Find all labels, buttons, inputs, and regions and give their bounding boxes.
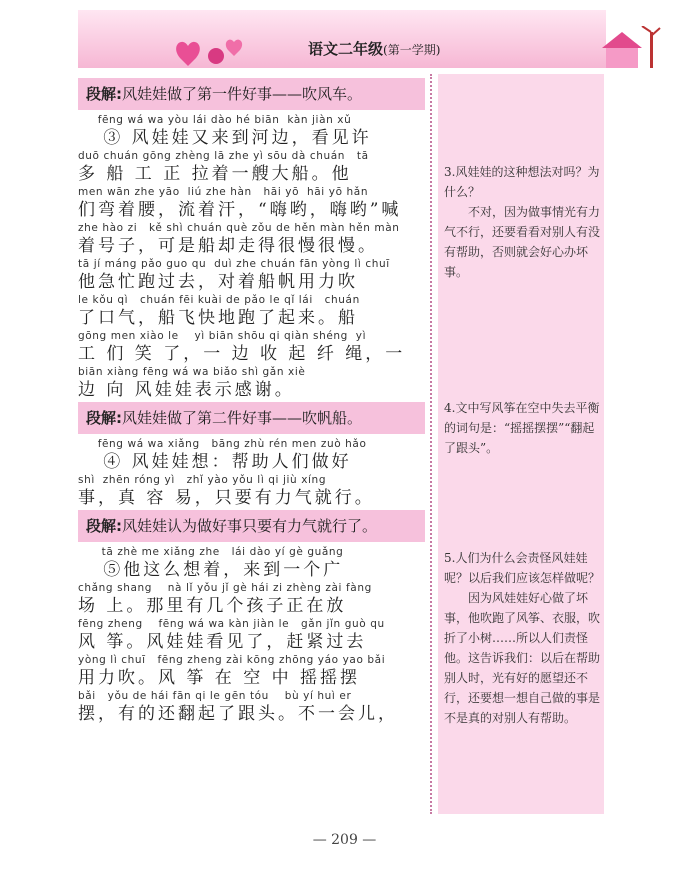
analysis-label: 段解: [86, 85, 122, 103]
hanzi-line: 场 上。那里有几个孩子正在放 [78, 596, 347, 616]
pinyin-line: shì zhēn róng yì zhǐ yào yǒu lì qi jiù xíng [78, 474, 327, 486]
hanzi-line: 了口气，船飞快地跑了起来。船 [78, 308, 358, 328]
hanzi-line: 他急忙跑过去，对着船帆用力吹 [78, 272, 358, 292]
analysis-text: 风娃娃认为做好事只要有力气就行了。 [122, 517, 378, 535]
pinyin-line: le kǒu qì chuán fēi kuài de pǎo le qǐ lái chuán [78, 294, 360, 306]
analysis-label: 段解: [86, 517, 122, 535]
page-header [78, 10, 606, 68]
pinyin-line: gōng men xiào le yì biān shōu qi qiàn shéng yì [78, 330, 367, 342]
hanzi-line: 着号子，可是船却走得很慢很慢。 [78, 236, 378, 256]
analysis-text: 风娃娃做了第一件好事——吹风车。 [122, 85, 363, 103]
hanzi-line: 们弯着腰，流着汗，“嗨哟，嗨哟”喊 [78, 200, 402, 220]
pinyin-line: chǎng shang nà lǐ yǒu jǐ gè hái zi zhèng zài fàng [78, 582, 372, 594]
pinyin-line: zhe hào zi kě shì chuán què zǒu de hěn màn hěn màn [78, 222, 400, 234]
house-tree-icon [598, 26, 668, 72]
question-3: 3.风娃娃的这种想法对吗？为什么？ 不对，因为做事情光有力气不行，还要看看对别人有没有帮助，否则就会好心办坏事。 [444, 165, 601, 279]
hanzi-line: 多 船 工 正 拉着一艘大船。他 [78, 164, 352, 184]
pinyin-line: bǎi yǒu de hái fān qi le gēn tóu bù yí huì er [78, 690, 352, 702]
pinyin-line: biān xiàng fēng wá wa biǎo shì gǎn xiè [78, 366, 306, 378]
question-4: 4.文中写风筝在空中失去平衡的词句是：“摇摇摆摆”“翻起了跟头”。 [444, 401, 600, 455]
heart-decoration-icon [170, 28, 260, 70]
paragraph-analysis [78, 78, 425, 110]
paragraph-analysis [78, 510, 425, 542]
page-number: — 209 — [312, 832, 377, 848]
page-title: 语文二年级(第一学期) [308, 40, 441, 58]
analysis-label: 段解: [86, 409, 122, 427]
pinyin-line: duō chuán gōng zhèng lā zhe yì sōu dà chuán tā [78, 150, 369, 162]
hanzi-line: 工 们 笑 了，一 边 收 起 纤 绳，一 [78, 344, 406, 364]
hanzi-line: 边 向 风娃娃表示感谢。 [78, 380, 295, 400]
hanzi-line: 用力吹。风 筝 在 空 中 摇摇摆 [78, 668, 361, 688]
hanzi-line: ④ 风娃娃想：帮助人们做好 [78, 452, 352, 472]
pinyin-line: fēng zheng fēng wá wa kàn jiàn le gǎn jǐn guò qu [78, 618, 385, 630]
paragraph-analysis [78, 402, 425, 434]
pinyin-line: yòng lì chuī fēng zheng zài kōng zhōng yáo yao bǎi [78, 654, 386, 666]
question-5: 5.人们为什么会责怪风娃娃呢？以后我们应该怎样做呢？ 因为风娃娃好心做了坏事，他吹跑了风筝、衣服，吹折了小树……所以人们责怪他。这告诉我们：以后在帮助别人时，光有好的愿望还不行，还要想一想自己做的事是不是真的对别人有帮助。 [444, 551, 601, 725]
analysis-text: 风娃娃做了第二件好事——吹帆船。 [122, 409, 363, 427]
hanzi-line: ③ 风娃娃又来到河边，看见许 [78, 128, 372, 148]
hanzi-line: 摆，有的还翻起了跟头。不一会儿， [78, 704, 398, 724]
main-text-column [78, 78, 425, 726]
pinyin-line: tā jí máng pǎo guo qu duì zhe chuán fān yòng lì chuī [78, 258, 390, 270]
pinyin-line: fēng wá wa yòu lái dào hé biān kàn jiàn xǔ [78, 114, 352, 126]
question-sidebar [438, 74, 604, 814]
hanzi-line: ⑤他这么想着，来到一个广 [78, 560, 344, 580]
hanzi-line: 事，真 容 易，只要有力气就行。 [78, 488, 375, 508]
pinyin-line: men wān zhe yāo liú zhe hàn hāi yō hāi yō hǎn [78, 186, 369, 198]
pinyin-line: fēng wá wa xiǎng bāng zhù rén men zuò hǎo [78, 438, 367, 450]
pinyin-line: tā zhè me xiǎng zhe lái dào yí gè guǎng [78, 546, 344, 558]
hanzi-line: 风 筝。风娃娃看见了，赶紧过去 [78, 632, 367, 652]
